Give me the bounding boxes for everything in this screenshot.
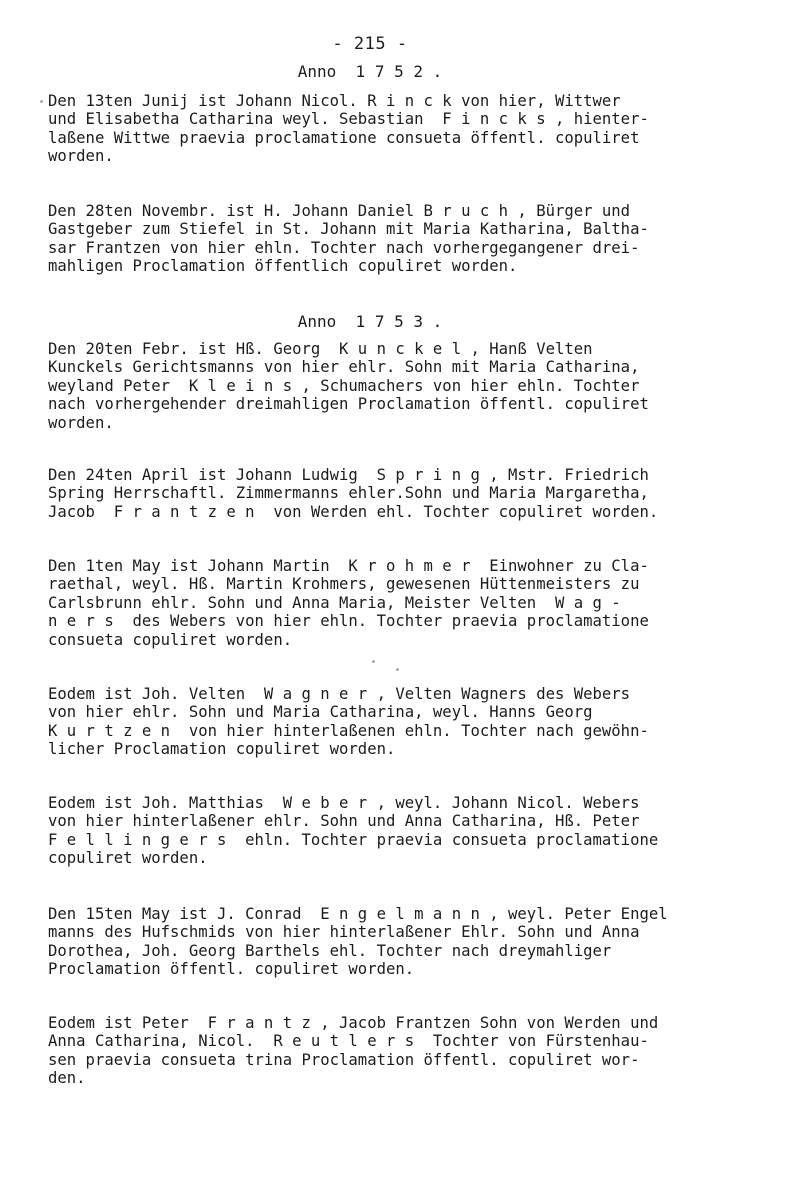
entry-line: Den 13ten Junij ist Johann Nicol. R i n c k von hier, Wittwer [48, 92, 621, 110]
entry-line: copuliret worden. [48, 849, 208, 868]
entry-line: nach vorhergehender dreimahligen Proclamation öffentl. copuliret [48, 395, 649, 414]
entry-line: Dorothea, Joh. Georg Barthels ehl. Tochter nach dreymahliger [48, 941, 612, 960]
entry-line: Den 24ten April ist Johann Ludwig S p r i n g , Mstr. Friedrich [48, 466, 649, 484]
marriage-entry-4 [48, 466, 800, 521]
entry-line: und Elisabetha Catharina weyl. Sebastian F i n c k s , hienter- [48, 110, 649, 129]
entry-line: laßene Wittwe praevia proclamatione consueta öffentl. copuliret [48, 128, 640, 147]
entry-line: weyland Peter K l e i n s , Schumachers von hier ehln. Tochter [48, 376, 640, 395]
entry-line: manns des Hufschmids von hier hinterlaßener Ehlr. Sohn und Anna [48, 923, 640, 942]
ink-speck [372, 660, 375, 663]
entry-line: Anna Catharina, Nicol. R e u t l e r s Tochter von Fürstenhau- [48, 1032, 649, 1051]
entry-line: Den 28ten Novembr. ist H. Johann Daniel B r u c h , Bürger und [48, 202, 631, 220]
entry-line: Eodem ist Joh. Velten W a g n e r , Velten Wagners des Webers [48, 685, 631, 703]
marriage-entry-6 [48, 685, 800, 759]
entry-line: sen praevia consueta trina Proclamation öffentl. copuliret wor- [48, 1050, 640, 1069]
marriage-entry-9 [48, 1014, 800, 1088]
entry-line: Eodem ist Joh. Matthias W e b e r , weyl. Johann Nicol. Webers [48, 794, 640, 812]
entry-line: Gastgeber zum Stiefel in St. Johann mit Maria Katharina, Baltha- [48, 220, 649, 239]
entry-line: worden. [48, 147, 114, 166]
ink-speck [396, 668, 399, 671]
entry-line: n e r s des Webers von hier ehln. Tochter praevia proclamatione [48, 612, 649, 631]
entry-line: worden. [48, 413, 114, 432]
entry-line: Den 20ten Febr. ist Hß. Georg K u n c k e l , Hanß Velten [48, 340, 593, 358]
entry-line: consueta copuliret worden. [48, 630, 293, 649]
entry-line: Proclamation öffentl. copuliret worden. [48, 960, 415, 979]
year-heading-1753: Anno 1 7 5 3 . [297, 312, 443, 331]
marriage-entry-7 [48, 794, 800, 868]
entry-line: Jacob F r a n t z e n von Werden ehl. Tochter copuliret worden. [48, 502, 659, 521]
marriage-entry-3 [48, 340, 800, 432]
year-heading-1752: Anno 1 7 5 2 . [297, 62, 443, 81]
marriage-entry-2 [48, 202, 800, 276]
entry-line: Kunckels Gerichtsmanns von hier ehlr. Sohn mit Maria Catharina, [48, 358, 640, 377]
entry-line: mahligen Proclamation öffentlich copuliret worden. [48, 257, 518, 276]
ink-speck [40, 100, 43, 103]
entry-line: F e l l i n g e r s ehln. Tochter praevia consueta proclamatione [48, 830, 659, 849]
entry-line: von hier ehlr. Sohn und Maria Catharina, weyl. Hanns Georg [48, 703, 593, 722]
entry-line: Spring Herrschaftl. Zimmermanns ehler.Sohn und Maria Margaretha, [48, 484, 649, 503]
entry-line: Den 1ten May ist Johann Martin K r o h m e r Einwohner zu Cla- [48, 557, 649, 575]
entry-line: den. [48, 1069, 86, 1088]
marriage-entry-8 [48, 905, 800, 979]
entry-line: Eodem ist Peter F r a n t z , Jacob Frantzen Sohn von Werden und [48, 1014, 659, 1032]
entry-line: licher Proclamation copuliret worden. [48, 740, 396, 759]
entry-line: von hier hinterlaßener ehlr. Sohn und Anna Catharina, Hß. Peter [48, 812, 640, 831]
page-number: - 215 - [332, 34, 408, 54]
entry-line: K u r t z e n von hier hinterlaßenen ehln. Tochter nach gewöhn- [48, 721, 649, 740]
entry-line: raethal, weyl. Hß. Martin Krohmers, gewesenen Hüttenmeisters zu [48, 575, 640, 594]
marriage-entry-1 [48, 92, 800, 166]
marriage-entry-5 [48, 557, 800, 649]
entry-line: Den 15ten May ist J. Conrad E n g e l m a n n , weyl. Peter Engel [48, 905, 668, 923]
entry-line: sar Frantzen von hier ehln. Tochter nach vorhergegangener drei- [48, 238, 640, 257]
entry-line: Carlsbrunn ehlr. Sohn und Anna Maria, Meister Velten W a g - [48, 593, 621, 612]
